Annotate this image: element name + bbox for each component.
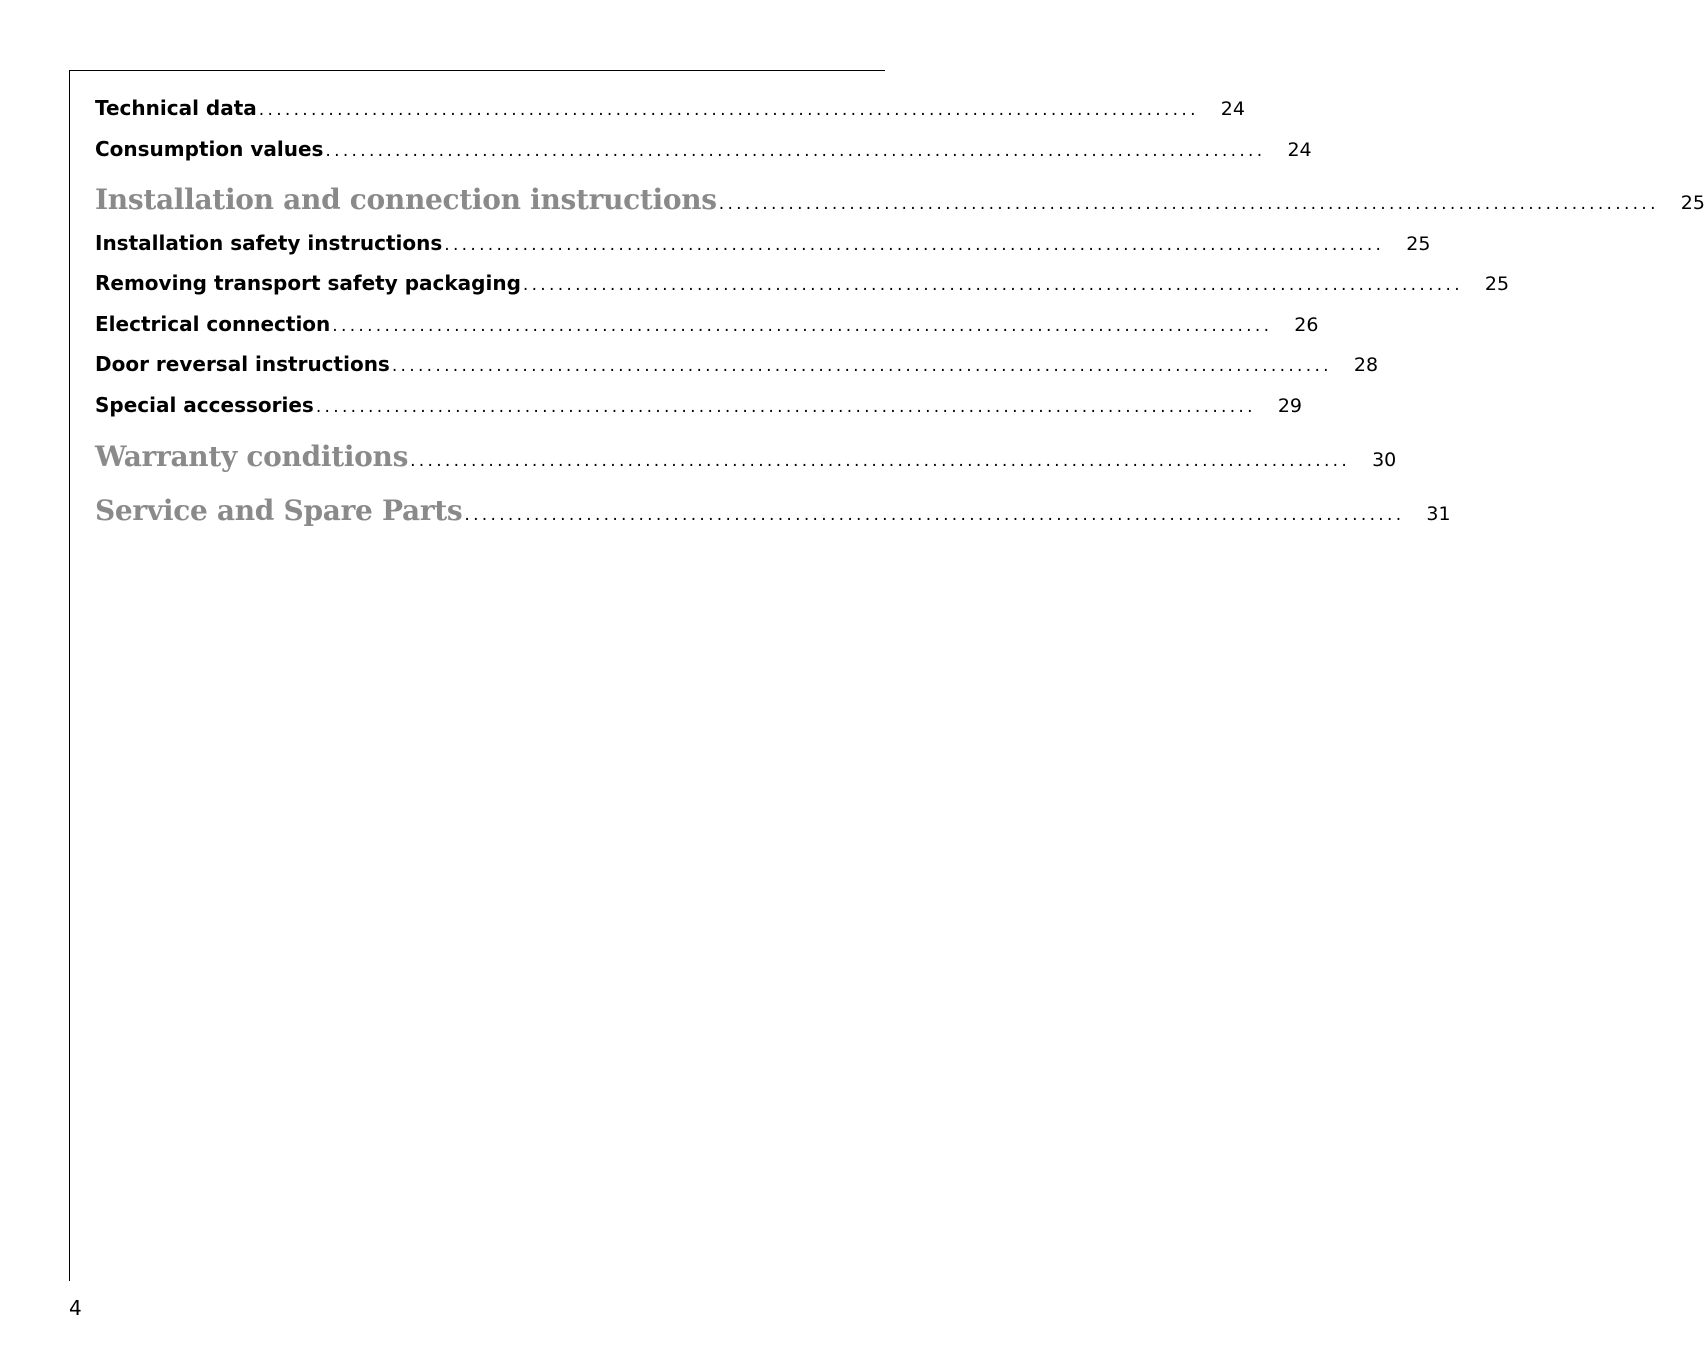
toc-entry-label: Installation safety instructions	[95, 231, 443, 255]
toc-entry-page: 28	[1353, 354, 1379, 376]
toc-entry-technical-data[interactable]	[95, 96, 1245, 120]
dot-leader: ............................................................................................................	[258, 100, 1199, 120]
toc-entry-label: Warranty conditions	[95, 440, 409, 473]
toc-entry-page: 25	[1484, 273, 1510, 295]
toc-entry-label: Door reversal instructions	[95, 352, 390, 376]
toc-entry-label: Removing transport safety packaging	[95, 271, 521, 295]
toc-entry-label: Special accessories	[95, 393, 314, 417]
toc-entry-page: 25	[1680, 192, 1705, 214]
toc-entry-label: Consumption values	[95, 137, 324, 161]
toc-entry-installation-and-connection[interactable]	[95, 183, 1705, 216]
dot-leader: ............................................................................................................	[464, 505, 1405, 525]
toc-entry-page: 24	[1220, 98, 1245, 120]
toc-entry-electrical-connection[interactable]	[95, 312, 1319, 336]
toc-entry-page: 31	[1426, 503, 1451, 525]
toc-entry-page: 30	[1372, 449, 1397, 471]
dot-leader: ............................................................................................................	[444, 235, 1385, 255]
toc-entry-label: Technical data	[95, 96, 257, 120]
page-number: 4	[69, 1296, 82, 1320]
toc-entry-door-reversal[interactable]	[95, 352, 1379, 376]
toc-entry-page: 25	[1406, 233, 1431, 255]
frame-top-rule	[69, 70, 885, 71]
frame-left-rule	[69, 70, 70, 1281]
toc-entry-label: Electrical connection	[95, 312, 331, 336]
toc-entry-page: 29	[1277, 395, 1303, 417]
toc-entry-label: Service and Spare Parts	[95, 494, 463, 527]
toc-entry-warranty-conditions[interactable]	[95, 440, 1397, 473]
dot-leader: ............................................................................................................	[522, 275, 1463, 295]
dot-leader: ............................................................................................................	[325, 141, 1266, 161]
dot-leader: ............................................................................................................	[332, 316, 1273, 336]
toc-entry-special-accessories[interactable]	[95, 393, 1303, 417]
toc-entry-removing-transport-packaging[interactable]	[95, 271, 1510, 295]
dot-leader: ............................................................................................................	[718, 194, 1659, 214]
dot-leader: ............................................................................................................	[410, 451, 1351, 471]
toc-entry-page: 24	[1287, 139, 1312, 161]
toc-entry-installation-safety[interactable]	[95, 231, 1431, 255]
toc-entry-service-and-spare-parts[interactable]	[95, 494, 1451, 527]
toc-entry-label: Installation and connection instructions	[95, 183, 717, 216]
dot-leader: ............................................................................................................	[391, 356, 1332, 376]
dot-leader: ............................................................................................................	[315, 397, 1256, 417]
toc-entry-consumption-values[interactable]	[95, 137, 1312, 161]
toc-entry-page: 26	[1294, 314, 1319, 336]
